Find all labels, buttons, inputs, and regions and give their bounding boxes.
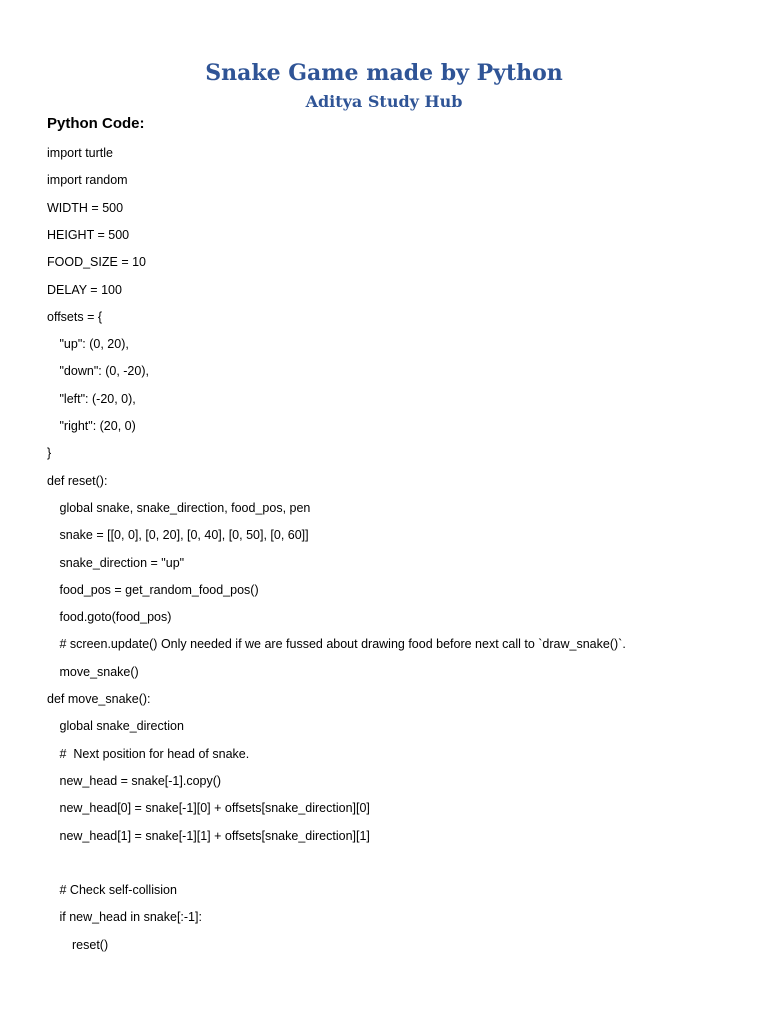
code-line: new_head[0] = snake[-1][0] + offsets[snake_direction][0] <box>59 801 370 816</box>
code-line: reset() <box>72 937 109 952</box>
code-line: if new_head in snake[:-1]: <box>59 910 202 925</box>
code-line: FOOD_SIZE = 10 <box>47 255 146 270</box>
code-line: # Check self-collision <box>59 883 177 898</box>
document-subtitle: Aditya Study Hub <box>305 92 463 111</box>
code-line: "up": (0, 20), <box>59 337 129 352</box>
code-line: food.goto(food_pos) <box>59 610 172 625</box>
code-line: "right": (20, 0) <box>59 419 136 433</box>
code-line: move_snake() <box>59 664 139 679</box>
code-line: snake = [[0, 0], [0, 20], [0, 40], [0, 50], [0, 60]] <box>59 528 309 543</box>
code-line: HEIGHT = 500 <box>47 227 130 242</box>
section-heading: Python Code: <box>47 115 145 132</box>
code-line: global snake, snake_direction, food_pos, pen <box>59 500 311 515</box>
code-line: "down": (0, -20), <box>59 364 149 379</box>
code-line: def move_snake(): <box>47 692 151 706</box>
code-line: offsets = { <box>47 309 103 324</box>
code-line: DELAY = 100 <box>47 282 122 297</box>
code-line: # Next position for head of snake. <box>59 746 250 761</box>
code-line: } <box>47 446 52 461</box>
code-line: global snake_direction <box>59 719 184 734</box>
code-line: new_head[1] = snake[-1][1] + offsets[snake_direction][1] <box>59 828 370 843</box>
code-line: WIDTH = 500 <box>47 200 124 215</box>
code-line: new_head = snake[-1].copy() <box>59 773 222 788</box>
code-line: import turtle <box>47 146 113 160</box>
code-line: "left": (-20, 0), <box>59 391 136 406</box>
document-title: Snake Game made by Python <box>205 60 563 86</box>
code-line: def reset(): <box>47 473 108 488</box>
code-line: food_pos = get_random_food_pos() <box>59 582 259 597</box>
code-line: import random <box>47 173 128 188</box>
code-line: snake_direction = "up" <box>59 555 185 570</box>
code-line: # screen.update() Only needed if we are fussed about drawing food before next call to `draw_snake()`. <box>59 637 626 652</box>
